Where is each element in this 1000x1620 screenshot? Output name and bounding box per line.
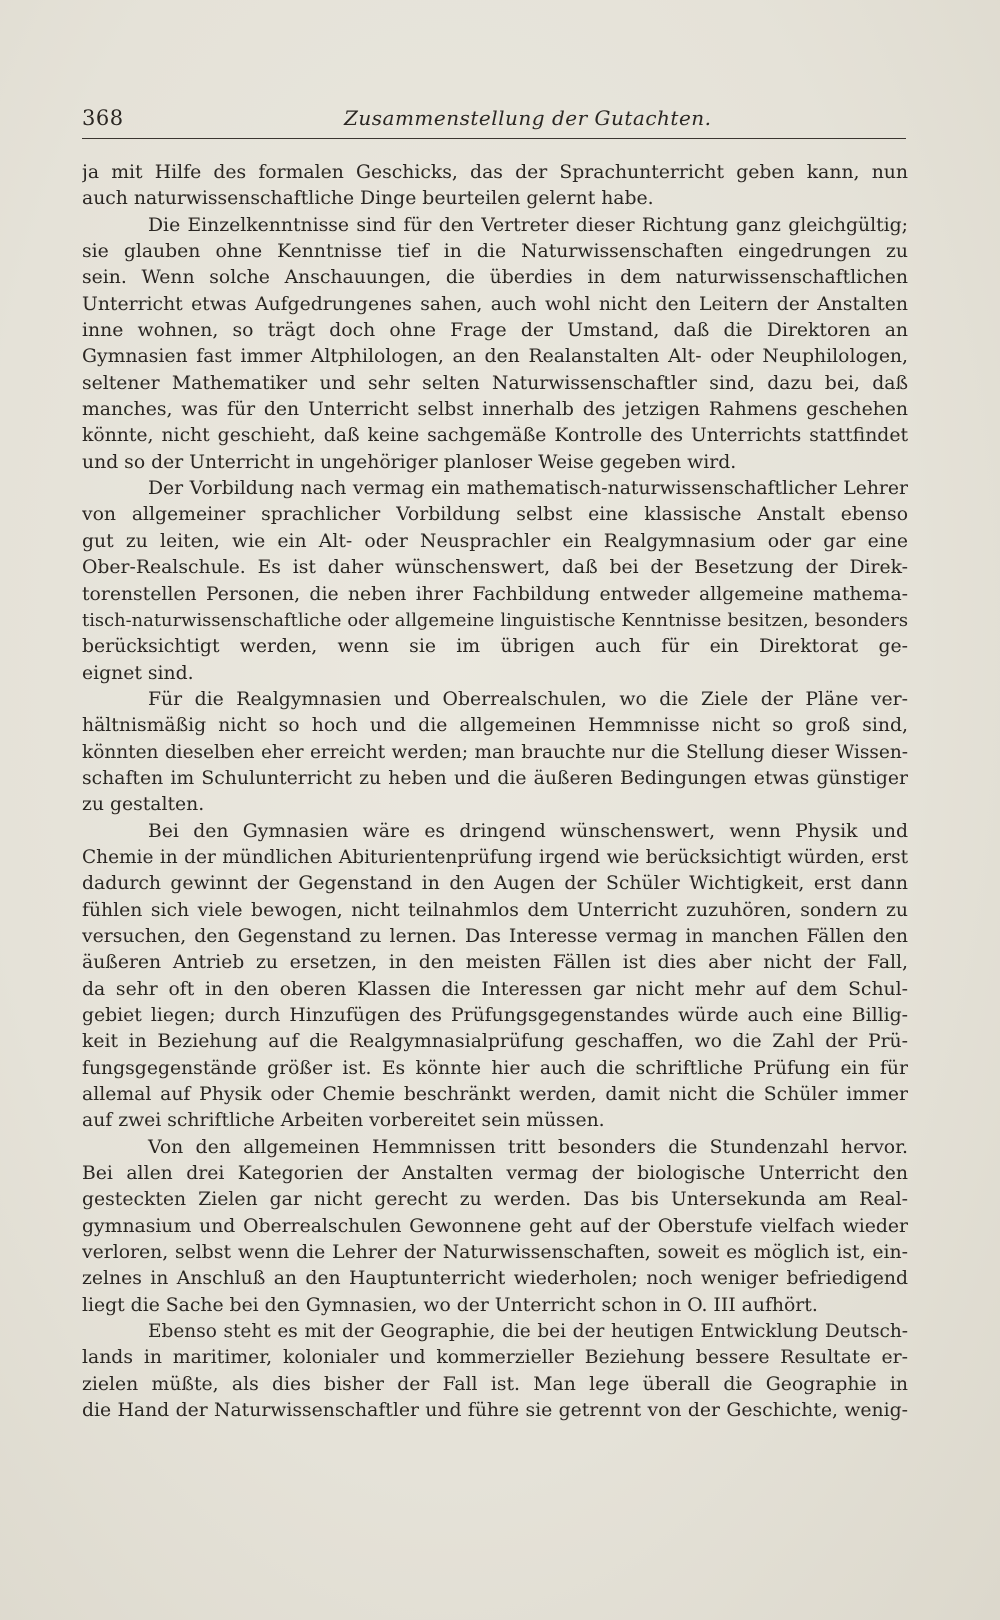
text-line: die Hand der Naturwissenschaftler und führe sie getrennt von der Geschichte, wenig- [82, 1400, 908, 1422]
text-line: Bei den Gymnasien wäre es dringend wünschenswert, wenn Physik und [148, 820, 908, 842]
body-text [82, 160, 908, 1425]
text-line: Von den allgemeinen Hemmnissen tritt besonders die Stundenzahl hervor. [148, 1136, 908, 1158]
text-line: Bei allen drei Kategorien der Anstalten vermag der biologische Unterricht den [82, 1163, 908, 1185]
text-line: Ober-Realschule. Es ist daher wünschenswert, daß bei der Besetzung der Direk- [82, 557, 908, 579]
text-line: lands in maritimer, kolonialer und kommerzieller Beziehung bessere Resultate er- [82, 1347, 908, 1369]
text-line: inne wohnen, so trägt doch ohne Frage der Umstand, daß die Direktoren an [82, 320, 908, 342]
text-line: gesteckten Zielen gar nicht gerecht zu werden. Das bis Untersekunda am Real- [82, 1189, 908, 1211]
text-line: äußeren Antrieb zu ersetzen, in den meisten Fällen ist dies aber nicht der Fall, [82, 952, 908, 974]
text-line: hältnismäßig nicht so hoch und die allgemeinen Hemmnisse nicht so groß sind, [82, 715, 908, 737]
text-line: könnten dieselben eher erreicht werden; man brauchte nur die Stellung dieser Wissen- [82, 741, 908, 763]
text-line: auf zwei schriftliche Arbeiten vorbereitet sein müssen. [82, 1110, 605, 1132]
text-line: allemal auf Physik oder Chemie beschränkt werden, damit nicht die Schüler immer [82, 1084, 908, 1106]
text-line: Für die Realgymnasien und Oberrealschulen, wo die Ziele der Pläne ver- [148, 688, 908, 710]
text-line: berücksichtigt werden, wenn sie im übrigen auch für ein Direktorat ge- [82, 636, 908, 658]
text-line: seltener Mathematiker und sehr selten Naturwissenschaftler sind, dazu bei, daß [82, 372, 908, 394]
text-line: gut zu leiten, wie ein Alt- oder Neusprachler ein Realgymnasium oder gar eine [82, 530, 908, 552]
text-line: schaften im Schulunterricht zu heben und die äußeren Bedingungen etwas günstiger [82, 767, 908, 789]
running-title: Zusammenstellung der Gutachten. [344, 106, 712, 130]
text-line: sie glauben ohne Kenntnisse tief in die Naturwissenschaften eingedrungen zu [82, 241, 908, 263]
text-line: manches, was für den Unterricht selbst innerhalb des jetzigen Rahmens geschehen [82, 399, 908, 421]
text-line: Die Einzelkenntnisse sind für den Vertreter dieser Richtung ganz gleichgültig; [148, 214, 908, 236]
text-line: versuchen, den Gegenstand zu lernen. Das Interesse vermag in manchen Fällen den [82, 925, 908, 947]
text-line: gymnasium und Oberrealschulen Gewonnene geht auf der Oberstufe vielfach wieder [82, 1215, 908, 1237]
text-line: Ebenso steht es mit der Geographie, die bei der heutigen Entwicklung Deutsch- [148, 1321, 908, 1343]
text-line: zelnes in Anschluß an den Hauptunterricht wiederholen; noch weniger befriedigend [82, 1268, 908, 1290]
text-line: zu gestalten. [82, 794, 205, 816]
text-line: Chemie in der mündlichen Abiturientenprüfung irgend wie berücksichtigt würden, erst [82, 846, 908, 868]
text-line: sein. Wenn solche Anschauungen, die überdies in dem naturwissenschaftlichen [82, 267, 908, 289]
text-line: dadurch gewinnt der Gegenstand in den Augen der Schüler Wichtigkeit, erst dann [82, 873, 908, 895]
text-line: eignet sind. [82, 662, 194, 684]
text-line: Gymnasien fast immer Altphilologen, an den Realanstalten Alt- oder Neuphilologen, [82, 346, 908, 368]
text-line: keit in Beziehung auf die Realgymnasialprüfung geschaffen, wo die Zahl der Prü- [82, 1031, 908, 1053]
text-line: verloren, selbst wenn die Lehrer der Naturwissenschaften, soweit es möglich ist, ein- [82, 1242, 908, 1264]
text-line: zielen müßte, als dies bisher der Fall ist. Man lege überall die Geographie in [82, 1373, 908, 1395]
text-line: liegt die Sache bei den Gymnasien, wo der Unterricht schon in O. III aufhört. [82, 1294, 818, 1316]
page-number: 368 [82, 106, 124, 130]
text-line: könnte, nicht geschieht, daß keine sachgemäße Kontrolle des Unterrichts stattfindet [82, 425, 908, 447]
page-header [82, 104, 906, 139]
text-line: Der Vorbildung nach vermag ein mathematisch-naturwissenschaftlicher Lehrer [148, 478, 908, 500]
text-line: von allgemeiner sprachlicher Vorbildung selbst eine klassische Anstalt ebenso [82, 504, 908, 526]
text-line: gebiet liegen; durch Hinzufügen des Prüfungsgegenstandes würde auch eine Billig- [82, 1005, 908, 1026]
text-line: auch naturwissenschaftliche Dinge beurteilen gelernt habe. [82, 188, 654, 210]
text-line: fühlen sich viele bewogen, nicht teilnahmlos dem Unterricht zuzuhören, sondern zu [82, 899, 908, 921]
text-line: ja mit Hilfe des formalen Geschicks, das der Sprachunterricht geben kann, nun [82, 162, 908, 183]
text-line: da sehr oft in den oberen Klassen die Interessen gar nicht mehr auf dem Schul- [82, 978, 908, 1000]
text-line: tisch-naturwissenschaftliche oder allgemeine linguistische Kenntnisse besitzen, besonders [82, 609, 908, 631]
text-line: torenstellen Personen, die neben ihrer Fachbildung entweder allgemeine mathema- [82, 583, 908, 605]
text-line: fungsgegenstände größer ist. Es könnte hier auch die schriftliche Prüfung ein für [82, 1057, 908, 1079]
text-line: Unterricht etwas Aufgedrungenes sahen, auch wohl nicht den Leitern der Anstalten [82, 293, 908, 315]
text-line: und so der Unterricht in ungehöriger planloser Weise gegeben wird. [82, 451, 737, 473]
